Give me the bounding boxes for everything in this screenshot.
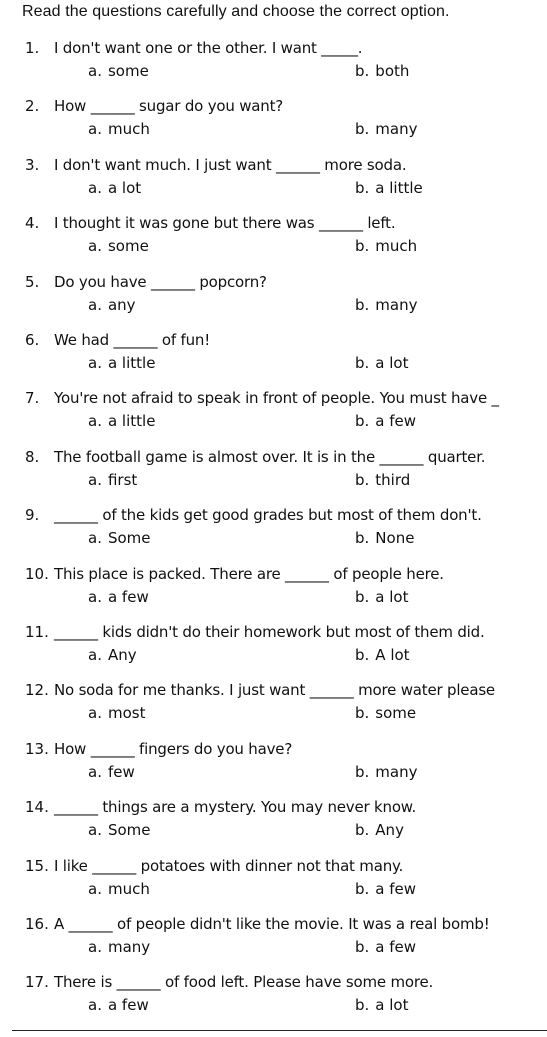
option-letter: b.	[355, 412, 370, 431]
option-text: much	[375, 237, 418, 256]
option-b[interactable]	[355, 995, 408, 1015]
option-letter: a.	[88, 821, 102, 840]
option-letter: a.	[88, 529, 102, 548]
question-item	[0, 447, 547, 505]
question-item	[0, 856, 547, 914]
question-item	[0, 564, 547, 622]
option-text: many	[375, 295, 418, 314]
option-a[interactable]	[88, 411, 155, 431]
question-text: There is ______ of food left. Please have some more.	[54, 973, 434, 992]
option-letter: b.	[355, 704, 370, 723]
question-item	[0, 505, 547, 563]
option-text: None	[375, 529, 415, 548]
option-a[interactable]	[88, 937, 150, 957]
question-line	[25, 564, 444, 584]
question-line	[25, 388, 499, 408]
question-number: 14.	[25, 798, 49, 817]
question-text: ______ of the kids get good grades but most of them don't.	[54, 506, 482, 525]
option-letter: b.	[355, 587, 370, 606]
question-line	[25, 38, 362, 58]
option-b[interactable]	[355, 178, 423, 198]
option-a[interactable]	[88, 820, 151, 840]
question-number: 17.	[25, 973, 49, 992]
question-item	[0, 797, 547, 855]
question-text: We had ______ of fun!	[54, 331, 211, 349]
option-text: few	[107, 762, 135, 781]
option-letter: b.	[355, 762, 370, 781]
option-text: third	[375, 470, 411, 489]
option-a[interactable]	[88, 995, 149, 1015]
option-a[interactable]	[88, 879, 150, 899]
question-number: 12.	[25, 681, 49, 700]
question-number: 11.	[25, 623, 49, 641]
question-item	[0, 96, 547, 154]
option-text: a little	[107, 354, 156, 372]
question-line	[25, 739, 292, 759]
option-letter: b.	[355, 646, 370, 664]
question-number: 9.	[25, 506, 40, 525]
option-letter: b.	[355, 879, 370, 898]
question-number: 6.	[25, 331, 40, 349]
option-text: Some	[107, 821, 151, 840]
option-text: most	[107, 704, 146, 723]
question-item	[0, 330, 547, 388]
question-item	[0, 155, 547, 213]
option-text: some	[107, 237, 149, 256]
option-letter: a.	[88, 412, 102, 431]
option-text: much	[107, 879, 150, 898]
option-letter: a.	[88, 646, 102, 664]
question-text: Do you have ______ popcorn?	[54, 272, 267, 291]
option-letter: a.	[88, 295, 102, 314]
question-line	[25, 505, 482, 525]
question-number: 4.	[25, 214, 40, 233]
question-line	[25, 856, 403, 876]
option-b[interactable]	[355, 295, 417, 315]
question-text: I like ______ potatoes with dinner not that many.	[54, 856, 404, 875]
option-a[interactable]	[88, 236, 149, 256]
option-letter: b.	[355, 120, 370, 139]
question-line	[25, 155, 406, 175]
option-text: much	[107, 120, 150, 139]
option-text: many	[107, 938, 151, 956]
option-a[interactable]	[88, 295, 136, 315]
option-text: a few	[375, 412, 417, 431]
question-text: How ______ fingers do you have?	[54, 739, 293, 758]
question-item	[0, 272, 547, 330]
bottom-divider	[12, 1030, 547, 1031]
option-b[interactable]	[355, 236, 417, 256]
option-letter: a.	[88, 587, 102, 606]
option-text: a lot	[375, 587, 409, 606]
option-b[interactable]	[355, 645, 410, 665]
option-letter: b.	[355, 821, 370, 840]
option-letter: b.	[355, 295, 370, 314]
option-b[interactable]	[355, 820, 404, 840]
option-text: a lot	[375, 996, 409, 1015]
option-letter: a.	[88, 704, 102, 723]
question-text: I don't want much. I just want ______ more soda.	[54, 155, 407, 174]
question-item	[0, 622, 547, 680]
option-letter: b.	[355, 529, 370, 548]
option-letter: a.	[88, 120, 102, 139]
option-text: a few	[375, 938, 417, 956]
option-b[interactable]	[355, 470, 410, 490]
option-text: some	[107, 62, 149, 80]
question-line	[25, 272, 267, 292]
question-item	[0, 972, 547, 1030]
question-number: 3.	[25, 155, 40, 174]
option-letter: a.	[88, 62, 102, 80]
question-item	[0, 680, 547, 738]
option-b[interactable]	[355, 762, 417, 782]
option-text: a lot	[375, 354, 409, 372]
option-a[interactable]	[88, 61, 149, 81]
question-number: 5.	[25, 272, 40, 291]
option-letter: a.	[88, 354, 102, 372]
option-letter: a.	[88, 762, 102, 781]
option-letter: a.	[88, 938, 102, 956]
instructions-heading: Read the questions carefully and choose the correct option.	[22, 3, 450, 20]
question-line	[25, 914, 490, 934]
option-letter: b.	[355, 938, 370, 956]
option-text: some	[375, 704, 417, 723]
question-text: I thought it was gone but there was ______ left.	[54, 214, 396, 233]
option-text: a lot	[107, 178, 142, 197]
question-text: This place is packed. There are ______ of people here.	[54, 564, 444, 583]
option-text: Any	[107, 646, 137, 664]
option-letter: a.	[88, 879, 102, 898]
option-text: many	[375, 120, 418, 139]
option-letter: a.	[88, 237, 102, 256]
question-line	[25, 213, 395, 233]
question-line	[25, 96, 283, 116]
question-text: You're not afraid to speak in front of people. You must have _	[54, 389, 499, 408]
question-line	[25, 680, 495, 700]
option-letter: b.	[355, 62, 370, 80]
option-text: a few	[375, 879, 417, 898]
question-text: The football game is almost over. It is in the ______ quarter.	[54, 447, 486, 466]
option-a[interactable]	[88, 703, 145, 723]
question-number: 10.	[25, 564, 49, 583]
question-number: 16.	[25, 915, 49, 933]
option-a[interactable]	[88, 645, 137, 665]
option-text: a few	[107, 996, 149, 1015]
question-item	[0, 38, 547, 96]
option-letter: b.	[355, 354, 370, 372]
option-text: a little	[375, 178, 423, 197]
option-b[interactable]	[355, 61, 409, 81]
option-text: Any	[375, 821, 404, 840]
option-a[interactable]	[88, 178, 141, 198]
question-item	[0, 914, 547, 972]
option-b[interactable]	[355, 528, 414, 548]
option-text: first	[107, 470, 138, 489]
option-text: both	[375, 62, 410, 80]
option-b[interactable]	[355, 411, 416, 431]
option-letter: b.	[355, 470, 370, 489]
question-text: How ______ sugar do you want?	[54, 97, 284, 116]
question-item	[0, 739, 547, 797]
option-letter: a.	[88, 996, 102, 1015]
question-number: 7.	[25, 389, 40, 408]
option-a[interactable]	[88, 528, 151, 548]
question-text: A ______ of people didn't like the movie. It was a real bomb!	[54, 915, 490, 933]
question-number: 2.	[25, 97, 40, 116]
question-line	[25, 330, 210, 350]
option-a[interactable]	[88, 353, 155, 373]
question-line	[25, 797, 416, 817]
question-line	[25, 447, 485, 467]
option-a[interactable]	[88, 119, 150, 139]
question-text: No soda for me thanks. I just want ______ more water please	[54, 681, 495, 700]
option-letter: b.	[355, 237, 370, 256]
option-b[interactable]	[355, 937, 416, 957]
question-line	[25, 622, 485, 642]
option-b[interactable]	[355, 879, 416, 899]
option-a[interactable]	[88, 587, 149, 607]
option-text: A lot	[375, 646, 410, 664]
option-text: a little	[107, 412, 156, 431]
question-line	[25, 972, 433, 992]
question-number: 13.	[25, 739, 49, 758]
option-text: a few	[107, 587, 149, 606]
question-item	[0, 388, 547, 446]
question-text: ______ kids didn't do their homework but most of them did.	[54, 623, 485, 641]
option-text: any	[107, 295, 136, 314]
question-number: 8.	[25, 447, 40, 466]
option-b[interactable]	[355, 587, 408, 607]
option-a[interactable]	[88, 762, 135, 782]
option-letter: b.	[355, 178, 370, 197]
option-b[interactable]	[355, 703, 416, 723]
option-letter: a.	[88, 178, 102, 197]
question-text: ______ things are a mystery. You may never know.	[54, 798, 417, 817]
option-a[interactable]	[88, 470, 137, 490]
question-number: 1.	[25, 39, 40, 57]
option-text: Some	[107, 529, 151, 548]
question-number: 15.	[25, 856, 49, 875]
option-letter: b.	[355, 996, 370, 1015]
option-b[interactable]	[355, 119, 417, 139]
option-b[interactable]	[355, 353, 408, 373]
option-letter: a.	[88, 470, 102, 489]
question-item	[0, 213, 547, 271]
question-text: I don't want one or the other. I want _____.	[54, 39, 363, 57]
option-text: many	[375, 762, 418, 781]
